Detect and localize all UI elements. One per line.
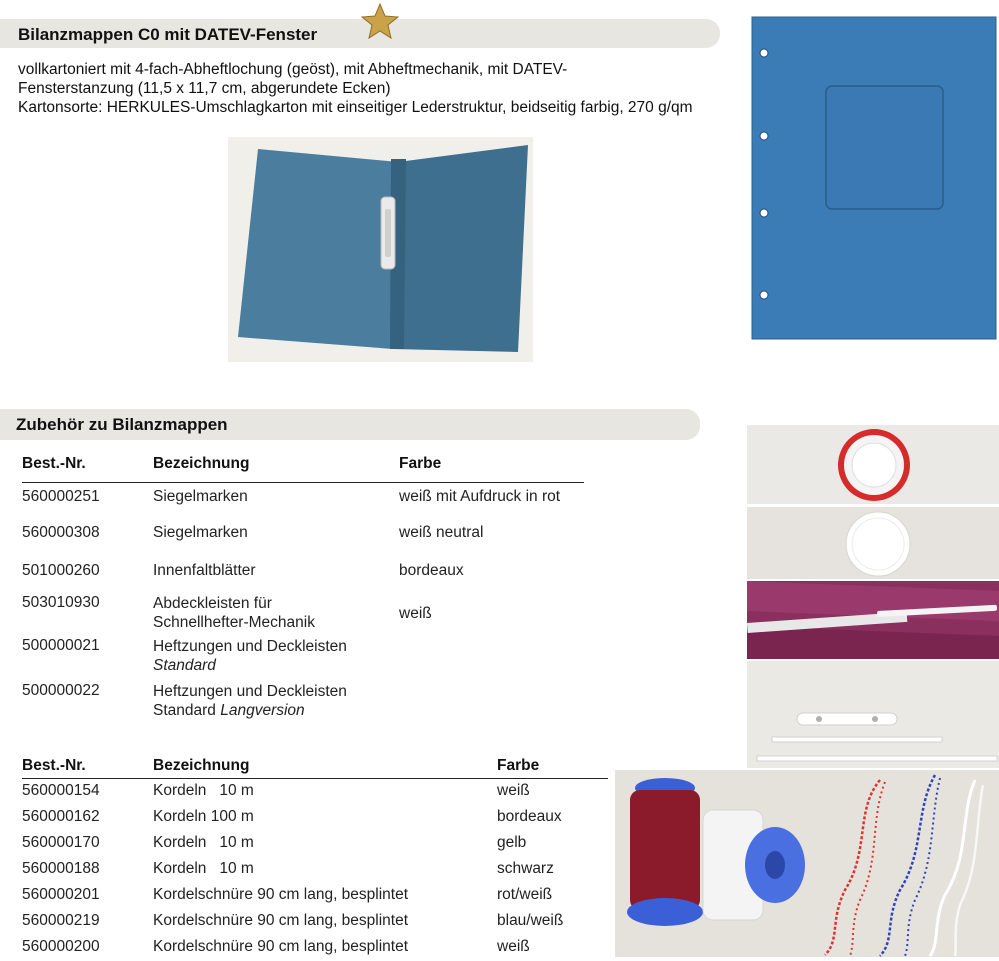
article-number: 503010930 xyxy=(22,593,100,611)
description-line: Fensterstanzung (11,5 x 11,7 cm, abgerundete Ecken) xyxy=(18,80,391,97)
table-row xyxy=(22,680,584,724)
article-name: Siegelmarken xyxy=(153,523,248,541)
article-name: Kordelschnüre 90 cm lang, besplintet xyxy=(153,937,409,955)
article-color: weiß xyxy=(497,782,530,799)
article-name: Heftzungen und Deckleisten Standard Langversion xyxy=(153,682,347,719)
article-number: 560000219 xyxy=(22,911,100,929)
article-name: Kordeln 10 m xyxy=(153,859,254,877)
table-row xyxy=(22,483,584,519)
column-header: Bezeichnung xyxy=(153,757,497,779)
column-header: Best.-Nr. xyxy=(22,455,153,483)
article-color: weiß mit Aufdruck in rot xyxy=(399,488,561,505)
article-color: gelb xyxy=(497,833,527,851)
column-header: Bezeichnung xyxy=(153,455,399,483)
article-name: Abdeckleisten für Schnellhefter-Mechanik xyxy=(153,594,315,631)
article-color: weiß xyxy=(399,604,432,622)
table-header-row xyxy=(22,757,608,779)
article-name: Innenfaltblätter xyxy=(153,561,256,579)
column-header: Farbe xyxy=(497,757,608,779)
table-row xyxy=(22,805,608,831)
product-description xyxy=(18,60,738,117)
table-row xyxy=(22,909,608,935)
article-color xyxy=(399,680,584,724)
seal-neutral-image xyxy=(747,507,999,579)
article-color: bordeaux xyxy=(399,561,464,579)
article-name: Kordeln 100 m xyxy=(153,807,254,825)
article-name: Heftzungen und Deckleisten Standard xyxy=(153,637,347,674)
description-line: Kartonsorte: HERKULES-Umschlagkarton mit einseitiger Lederstruktur, beidseitig farbig, 270 g/qm xyxy=(18,99,693,116)
section-title: Zubehör zu Bilanzmappen xyxy=(16,415,228,434)
table-row xyxy=(22,557,584,589)
article-number: 500000021 xyxy=(22,636,100,654)
table-row xyxy=(22,831,608,857)
star-icon xyxy=(360,2,400,40)
clip-strip-image xyxy=(747,661,999,768)
article-name: Kordelschnüre 90 cm lang, besplintet xyxy=(153,885,409,903)
article-number: 560000170 xyxy=(22,833,100,851)
article-color: weiß xyxy=(497,937,530,955)
article-name: Kordeln 10 m xyxy=(153,782,254,799)
section-title: Bilanzmappen C0 mit DATEV-Fenster xyxy=(18,25,318,44)
description-line: vollkartoniert mit 4-fach-Abheftlochung (geöst), mit Abheftmechanik, mit DATEV- xyxy=(18,61,568,78)
article-color xyxy=(399,635,584,680)
article-color: rot/weiß xyxy=(497,885,553,903)
article-color: bordeaux xyxy=(497,807,562,825)
inner-sheet-image xyxy=(747,581,999,659)
article-name: Kordelschnüre 90 cm lang, besplintet xyxy=(153,911,409,929)
article-number: 500000022 xyxy=(22,681,100,699)
article-number: 560000201 xyxy=(22,885,100,903)
article-number: 560000162 xyxy=(22,807,100,825)
article-color: schwarz xyxy=(497,859,554,877)
column-header: Best.-Nr. xyxy=(22,757,153,779)
table-row xyxy=(22,857,608,883)
table-row xyxy=(22,635,584,680)
accessories-table xyxy=(22,455,584,724)
table-row xyxy=(22,519,584,557)
open-folder-image xyxy=(228,137,533,362)
article-name: Siegelmarken xyxy=(153,488,248,505)
table-header-row xyxy=(22,455,584,483)
cord-spools-image xyxy=(615,770,999,957)
article-color: weiß neutral xyxy=(399,523,484,541)
article-number: 560000251 xyxy=(22,488,100,505)
article-color: blau/weiß xyxy=(497,911,564,929)
article-number: 560000188 xyxy=(22,859,100,877)
table-row xyxy=(22,883,608,909)
closed-folder-image xyxy=(748,13,999,343)
article-number: 560000308 xyxy=(22,523,100,541)
article-name: Kordeln 10 m xyxy=(153,833,254,851)
article-number: 501000260 xyxy=(22,561,100,579)
column-header: Farbe xyxy=(399,455,584,483)
article-number: 560000154 xyxy=(22,782,100,799)
article-number: 560000200 xyxy=(22,937,100,955)
table-row xyxy=(22,589,584,635)
seal-printed-image xyxy=(747,425,999,504)
table-row xyxy=(22,779,608,805)
cords-table xyxy=(22,757,608,961)
